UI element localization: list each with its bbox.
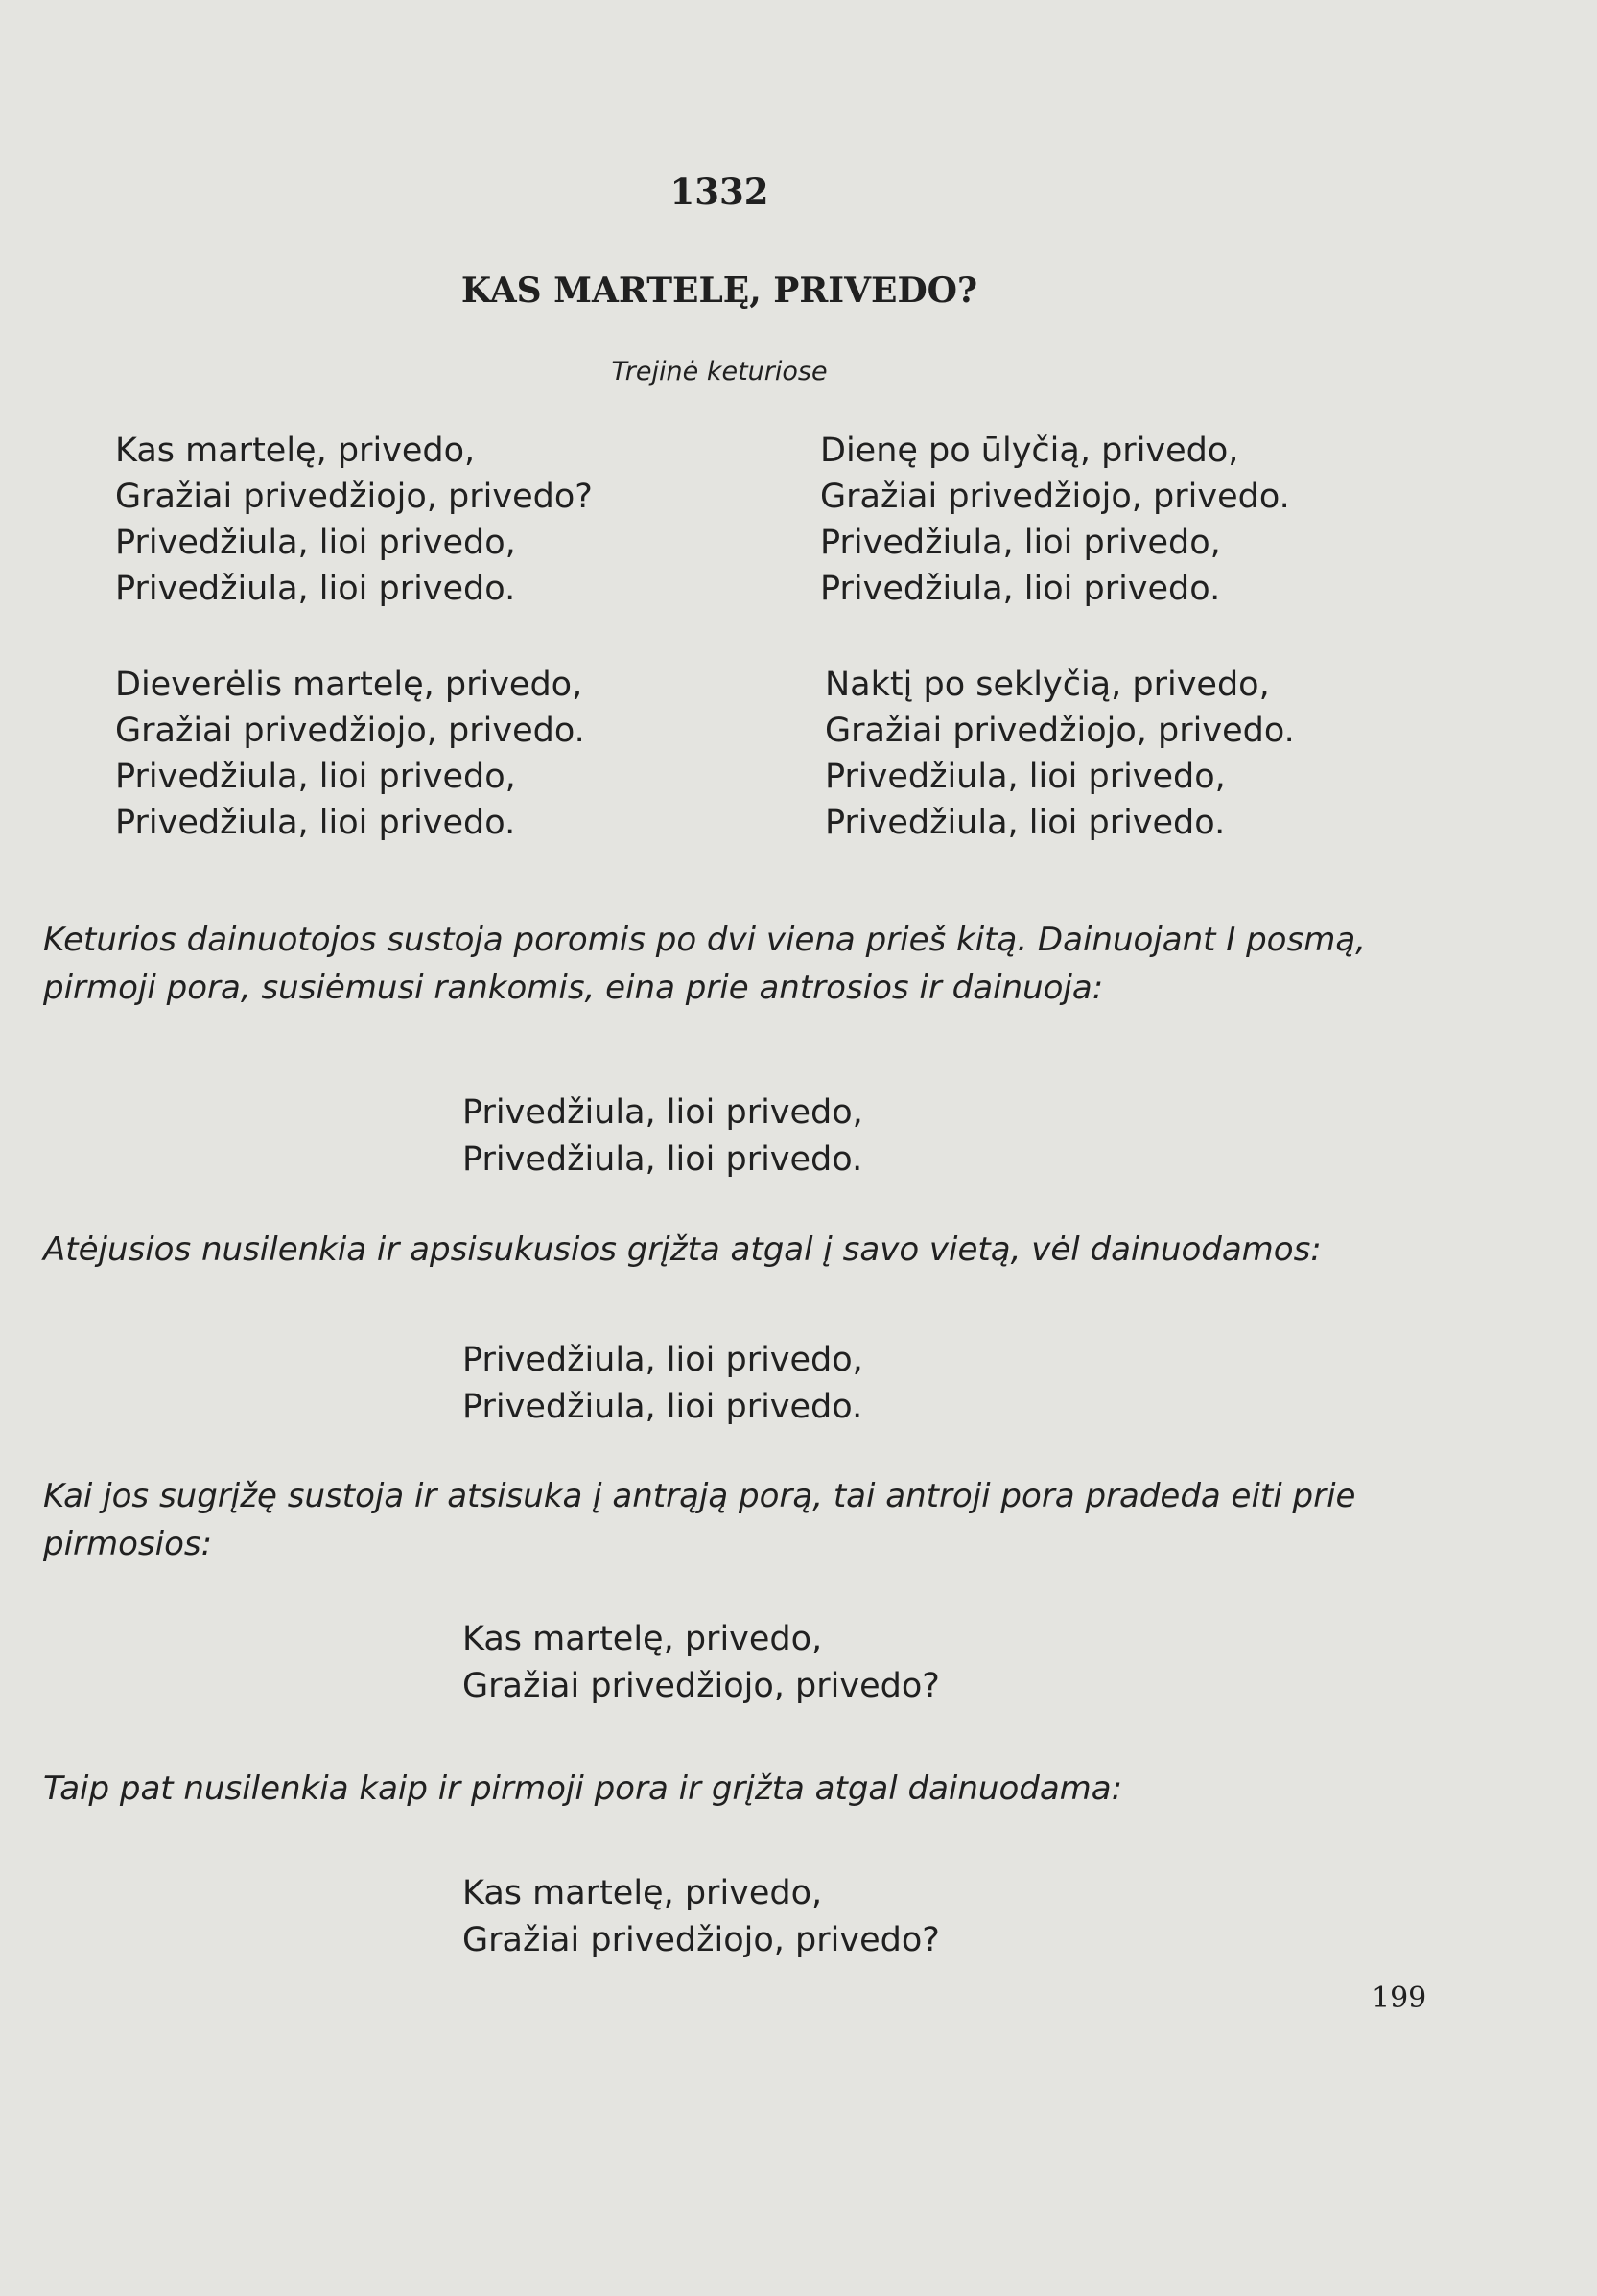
page-number: 199 bbox=[1372, 1981, 1427, 2015]
refrain-line: Gražiai privedžiojo, privedo? bbox=[462, 1921, 940, 1959]
instruction-text: Keturios dainuotojos sustoja poromis po dvi viena prieš kitą. Dainuojant I posmą, pirmoji pora, susiėmusi rankomis, eina prie antrosios ir dainuoja: bbox=[43, 921, 1366, 1007]
stanza-line: Privedžiula, lioi privedo. bbox=[820, 570, 1221, 608]
refrain-4 bbox=[462, 1870, 940, 1964]
refrain-line: Privedžiula, lioi privedo, bbox=[462, 1341, 863, 1379]
refrain-line: Privedžiula, lioi privedo. bbox=[462, 1388, 863, 1426]
song-subtitle: Trejinė keturiose bbox=[611, 357, 828, 387]
stanza-line: Privedžiula, lioi privedo, bbox=[115, 758, 516, 796]
instruction-text: Kai jos sugrįžę sustoja ir atsisuka į antrąją porą, tai antroji pora pradeda eiti prie pirmosios: bbox=[43, 1477, 1356, 1563]
refrain-line: Kas martelę, privedo, bbox=[462, 1620, 823, 1658]
stanza-line: Privedžiula, lioi privedo, bbox=[825, 758, 1226, 796]
stanza-1 bbox=[115, 428, 593, 612]
stanza-line: Privedžiula, lioi privedo, bbox=[820, 524, 1221, 562]
stanza-line: Naktį po seklyčią, privedo, bbox=[825, 666, 1270, 704]
stanza-4 bbox=[825, 662, 1295, 846]
stanza-2 bbox=[820, 428, 1290, 612]
stanza-line: Privedžiula, lioi privedo. bbox=[115, 570, 516, 608]
song-title: KAS MARTELĘ, PRIVEDO? bbox=[460, 270, 978, 311]
stanza-line: Gražiai privedžiojo, privedo. bbox=[115, 712, 585, 750]
refrain-line: Privedžiula, lioi privedo. bbox=[462, 1140, 863, 1179]
stanza-line: Gražiai privedžiojo, privedo. bbox=[820, 478, 1290, 516]
song-number: 1332 bbox=[669, 171, 769, 213]
refrain-2 bbox=[462, 1337, 863, 1431]
stanza-line: Privedžiula, lioi privedo, bbox=[115, 524, 516, 562]
stanza-line: Kas martelę, privedo, bbox=[115, 432, 476, 470]
refrain-3 bbox=[462, 1616, 940, 1710]
stanza-line: Gražiai privedžiojo, privedo. bbox=[825, 712, 1295, 750]
stanza-line: Privedžiula, lioi privedo. bbox=[115, 804, 516, 842]
refrain-line: Kas martelę, privedo, bbox=[462, 1874, 823, 1912]
instruction-text: Atėjusios nusilenkia ir apsisukusios grįžta atgal į savo vietą, vėl dainuodamos: bbox=[43, 1230, 1322, 1269]
refrain-line: Privedžiula, lioi privedo, bbox=[462, 1093, 863, 1132]
instruction-text: Taip pat nusilenkia kaip ir pirmoji pora ir grįžta atgal dainuodama: bbox=[43, 1769, 1123, 1808]
stanza-line: Gražiai privedžiojo, privedo? bbox=[115, 478, 593, 516]
stanza-3 bbox=[115, 662, 585, 846]
refrain-line: Gražiai privedžiojo, privedo? bbox=[462, 1667, 940, 1705]
stanza-line: Dienę po ūlyčią, privedo, bbox=[820, 432, 1239, 470]
stanza-line: Dieverėlis martelę, privedo, bbox=[115, 666, 583, 704]
refrain-1 bbox=[462, 1089, 863, 1183]
stanza-line: Privedžiula, lioi privedo. bbox=[825, 804, 1226, 842]
